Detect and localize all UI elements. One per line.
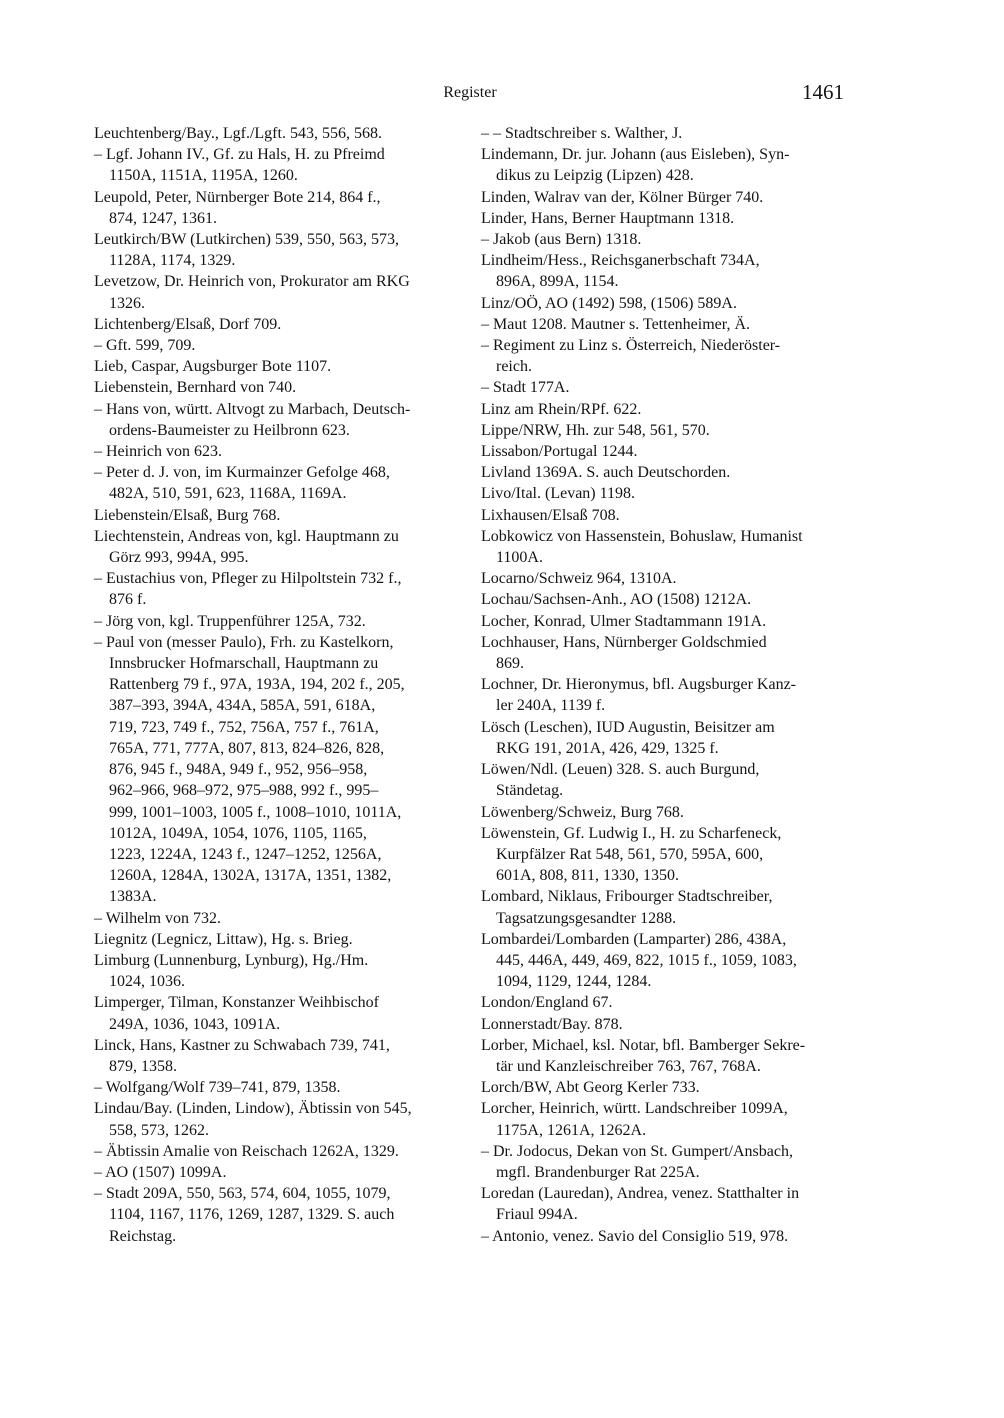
register-entry: Liechtenstein, Andreas von, kgl. Hauptmann zu Görz 993, 994A, 995.: [94, 527, 399, 567]
register-entry: – Regiment zu Linz s. Österreich, Niederöster- reich.: [481, 337, 781, 376]
register-entry: – Eustachius von, Pfleger zu Hilpoltstein 732 f., 876 f.: [94, 570, 402, 609]
register-entry: Loredan (Lauredan), Andrea, venez. Statthalter in Friaul 994A.: [481, 1185, 800, 1224]
register-entry: – Jakob (aus Bern) 1318.: [481, 231, 642, 249]
register-entry: Liegnitz (Legnicz, Littaw), Hg. s. Brieg.: [94, 930, 353, 948]
register-entry: Linden, Walrav van der, Kölner Bürger 740.: [481, 188, 764, 206]
register-entry: – Wolfgang/Wolf 739–741, 879, 1358.: [94, 1079, 341, 1097]
register-entry: – – Stadtschreiber s. Walther, J.: [481, 125, 683, 142]
register-entry: Locher, Konrad, Ulmer Stadtammann 191A.: [481, 612, 767, 630]
register-entry: – Peter d. J. von, im Kurmainzer Gefolge 468, 482A, 510, 591, 623, 1168A, 1169A.: [94, 464, 390, 503]
register-entry: Lorber, Michael, ksl. Notar, bfl. Bamberger Sekre- tär und Kanzleischreiber 763, 767, 768A.: [481, 1036, 806, 1075]
register-entry: – Dr. Jodocus, Dekan von St. Gumpert/Ansbach, mgfl. Brandenburger Rat 225A.: [481, 1142, 793, 1181]
register-entry: – Hans von, württ. Altvogt zu Marbach, Deutsch- ordens-Baumeister zu Heilbronn 623.: [94, 400, 411, 439]
page-header: [94, 80, 846, 110]
register-entry: – Heinrich von 623.: [94, 443, 222, 461]
register-entry: – Jörg von, kgl. Truppenführer 125A, 732.: [94, 612, 366, 630]
register-entry: Lixhausen/Elsaß 708.: [481, 506, 620, 524]
register-entry: Leutkirch/BW (Lutkirchen) 539, 550, 563, 573, 1128A, 1174, 1329.: [94, 231, 399, 270]
page-number: 1461: [802, 80, 844, 104]
register-entry: Linder, Hans, Berner Hauptmann 1318.: [481, 209, 735, 227]
register-entry: Liebenstein, Bernhard von 740.: [94, 379, 297, 397]
register-entry: Lindau/Bay. (Linden, Lindow), Äbtissin von 545, 558, 573, 1262.: [94, 1100, 412, 1139]
register-entry: Lösch (Leschen), IUD Augustin, Beisitzer am RKG 191, 201A, 426, 429, 1325 f.: [481, 718, 775, 757]
register-entry: Löwen/Ndl. (Leuen) 328. S. auch Burgund, Ständetag.: [481, 761, 760, 800]
register-entry: – Antonio, venez. Savio del Consiglio 519, 978.: [481, 1227, 789, 1245]
running-head: Register: [443, 84, 497, 101]
register-entry: Leupold, Peter, Nürnberger Bote 214, 864 f., 874, 1247, 1361.: [94, 188, 381, 227]
register-entry: – Paul von (messer Paulo), Frh. zu Kastelkorn, Innsbrucker Hofmarschall, Hauptmann zu Rattenberg 79 f., 97A, 193A, 194, 202 f., 205, 387–393, 394A, 434A, 585A, 591, 618A, 719, 723, 749 f., 752, 756A, 757 f., 761A, 765A, 771, 777A, 807, 813, 824–826, 828, 876, 945 f., 948A, 949 f., 952, 956–958, 962–966, 968–972, 975–988, 992 f., 995– 999, 1001–1003, 1005 f., 1008–1010, 1011A, 1012A, 1049A, 1054, 1076, 1105, 1165, 1223, 1224A, 1243 f., 1247–1252, 1256A, 1260A, 1284A, 1302A, 1317A, 1351, 1382, 1383A.: [94, 633, 405, 906]
register-entry: Limburg (Lunnenburg, Lynburg), Hg./Hm. 1024, 1036.: [94, 951, 369, 991]
register-entry: Lochhauser, Hans, Nürnberger Goldschmied 869.: [481, 633, 767, 673]
register-entry: Lombard, Niklaus, Fribourger Stadtschreiber, Tagsatzungsgesandter 1288.: [481, 888, 773, 927]
register-entry: – Stadt 177A.: [481, 379, 570, 397]
register-entry: Leuchtenberg/Bay., Lgf./Lgft. 543, 556, 568.: [94, 125, 382, 142]
register-entry: Lobkowicz von Hassenstein, Bohuslaw, Humanist 1100A.: [481, 527, 803, 567]
register-entry: Livo/Ital. (Levan) 1198.: [481, 485, 636, 503]
register-entry: Löwenstein, Gf. Ludwig I., H. zu Scharfeneck, Kurpfälzer Rat 548, 561, 570, 595A, 600, 601A, 808, 811, 1330, 1350.: [481, 824, 782, 885]
register-entry: – Maut 1208. Mautner s. Tettenheimer, Ä.: [481, 315, 750, 333]
register-column-right: [481, 123, 846, 1247]
register-entry: Linck, Hans, Kastner zu Schwabach 739, 741, 879, 1358.: [94, 1036, 390, 1075]
register-entry: Lichtenberg/Elsaß, Dorf 709.: [94, 315, 282, 333]
register-entry: London/England 67.: [481, 994, 613, 1012]
register-entry: – AO (1507) 1099A.: [94, 1163, 227, 1181]
register-entry: Lombardei/Lombarden (Lamparter) 286, 438A, 445, 446A, 449, 469, 822, 1015 f., 1059, 1083, 1094, 1129, 1244, 1284.: [481, 930, 797, 991]
register-entry: Limperger, Tilman, Konstanzer Weihbischof 249A, 1036, 1043, 1091A.: [94, 994, 379, 1033]
register-column-left: [94, 123, 459, 1247]
register-entry: Lindemann, Dr. jur. Johann (aus Eisleben), Syn- dikus zu Leipzig (Lipzen) 428.: [481, 146, 790, 185]
register-entry: Lochner, Dr. Hieronymus, bfl. Augsburger Kanz- ler 240A, 1139 f.: [481, 676, 796, 715]
register-entry: Lochau/Sachsen-Anh., AO (1508) 1212A.: [481, 591, 752, 609]
register-entry: – Wilhelm von 732.: [94, 909, 222, 927]
register-entry: Livland 1369A. S. auch Deutschorden.: [481, 464, 731, 482]
register-entry: – Lgf. Johann IV., Gf. zu Hals, H. zu Pfreimd 1150A, 1151A, 1195A, 1260.: [94, 146, 385, 185]
register-entry: Lieb, Caspar, Augsburger Bote 1107.: [94, 358, 332, 376]
register-entry: Lissabon/Portugal 1244.: [481, 443, 638, 461]
register-entry: Löwenberg/Schweiz, Burg 768.: [481, 803, 684, 821]
register-entry: Lorcher, Heinrich, württ. Landschreiber 1099A, 1175A, 1261A, 1262A.: [481, 1100, 788, 1139]
register-entry: Linz am Rhein/RPf. 622.: [481, 400, 642, 418]
register-entry: – Äbtissin Amalie von Reischach 1262A, 1329.: [94, 1142, 399, 1160]
register-entry: Liebenstein/Elsaß, Burg 768.: [94, 506, 281, 524]
register-entry: Lorch/BW, Abt Georg Kerler 733.: [481, 1079, 700, 1097]
register-entry: Levetzow, Dr. Heinrich von, Prokurator am RKG 1326.: [94, 273, 410, 312]
register-entry: Linz/OÖ, AO (1492) 598, (1506) 589A.: [481, 294, 737, 312]
register-entry: – Gft. 599, 709.: [94, 337, 196, 355]
register-entry: Lonnerstadt/Bay. 878.: [481, 1015, 623, 1033]
register-entry: – Stadt 209A, 550, 563, 574, 604, 1055, 1079, 1104, 1167, 1176, 1269, 1287, 1329. S. auch Reichstag.: [94, 1185, 395, 1245]
register-entry: Lindheim/Hess., Reichsganerbschaft 734A, 896A, 899A, 1154.: [481, 252, 760, 291]
register-entry: Lippe/NRW, Hh. zur 548, 561, 570.: [481, 421, 710, 439]
register-entry: Locarno/Schweiz 964, 1310A.: [481, 570, 677, 588]
